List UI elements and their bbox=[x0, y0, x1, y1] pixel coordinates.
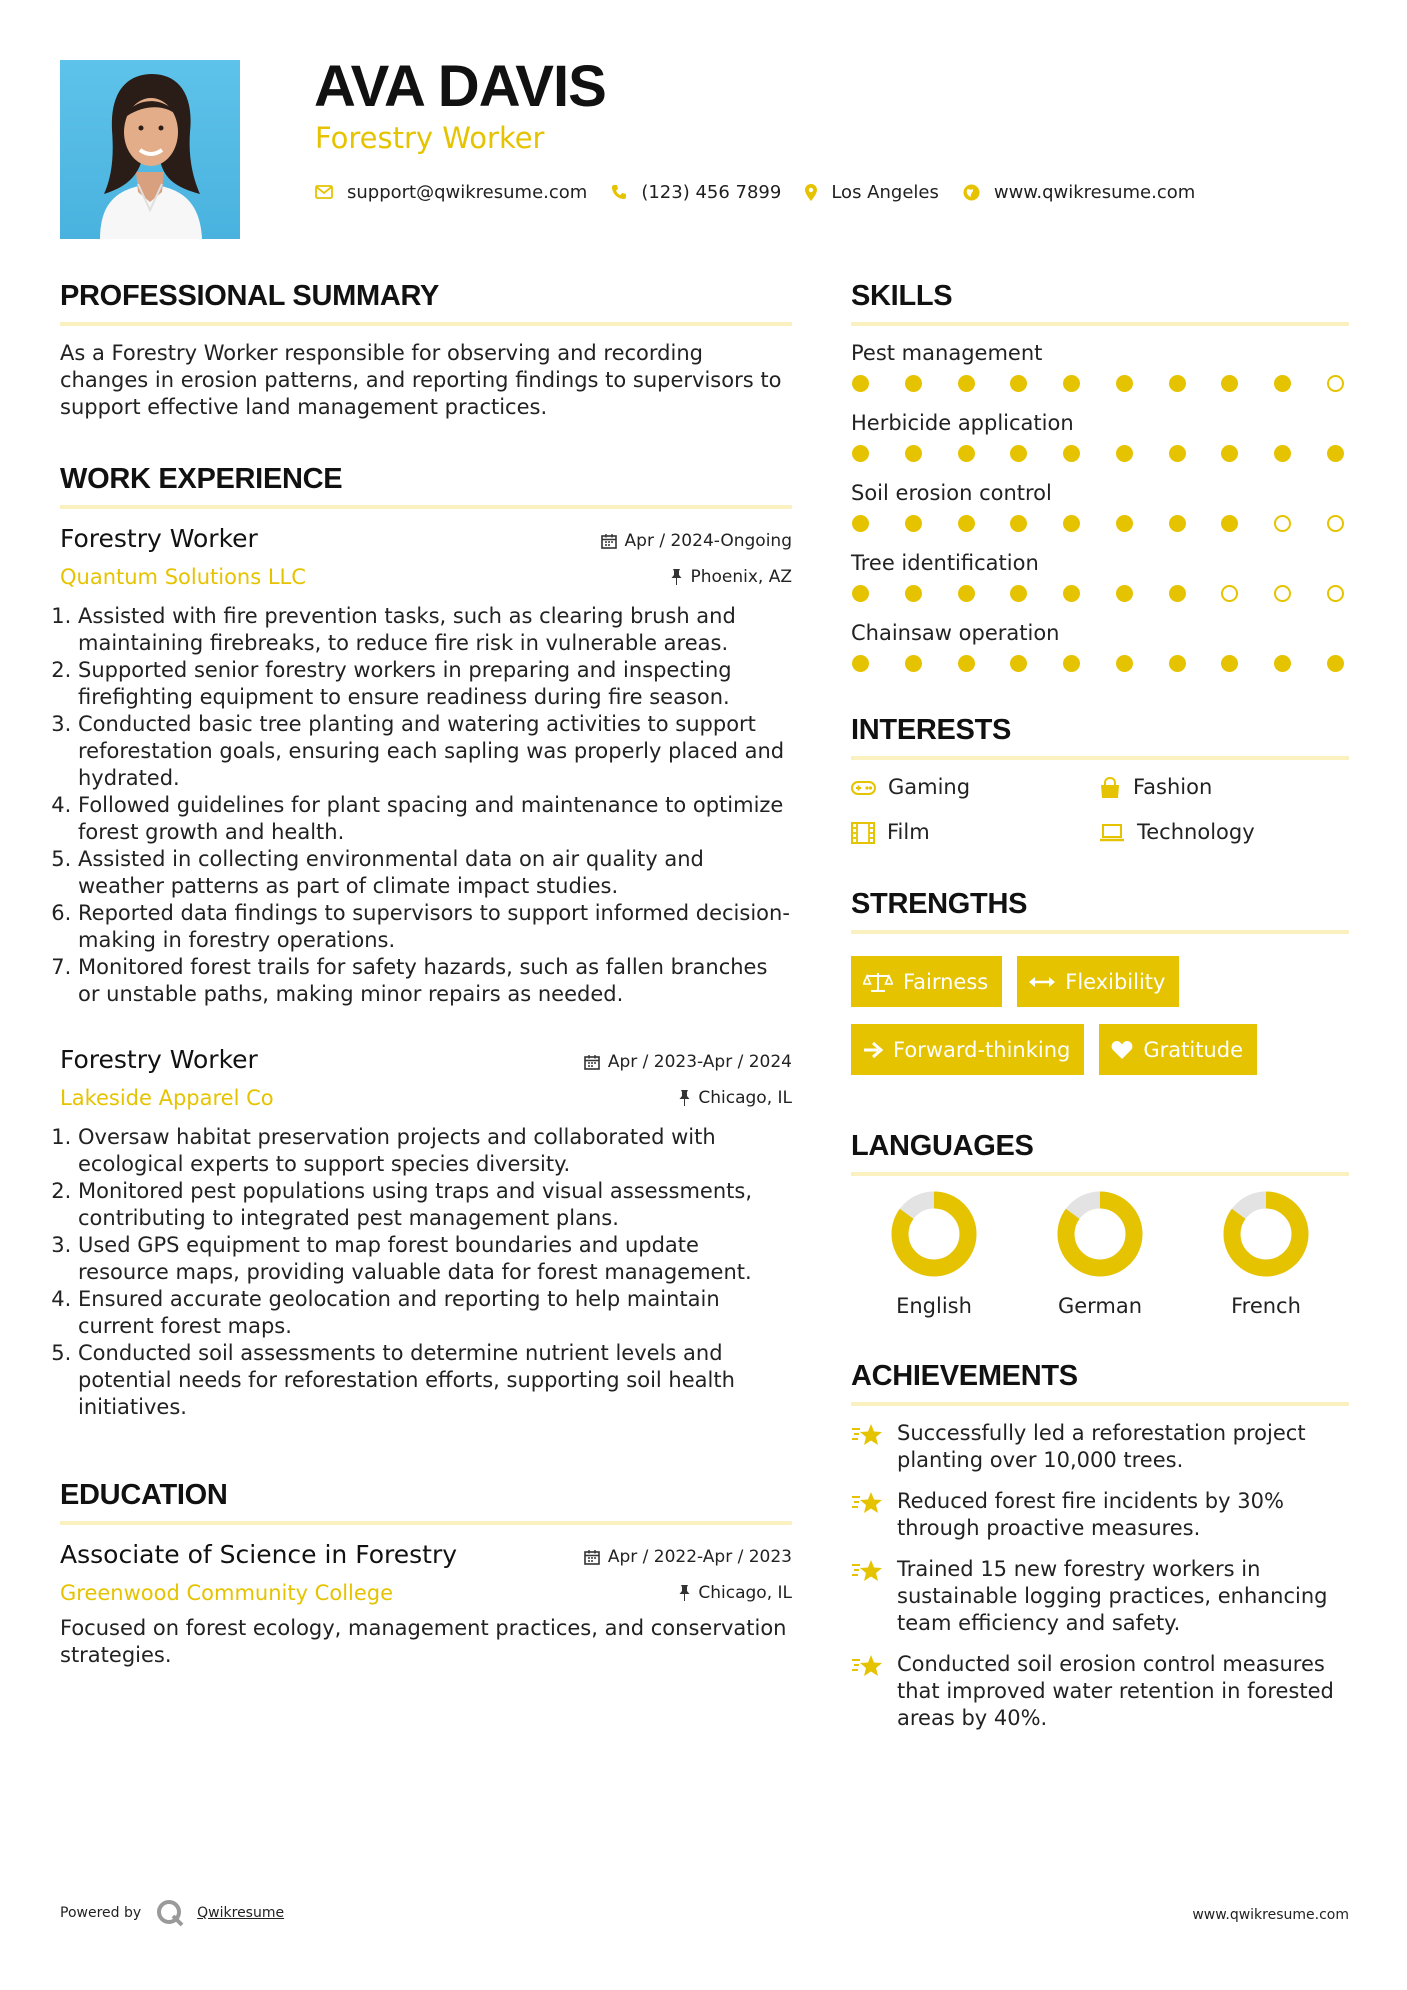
language-item bbox=[851, 1190, 1017, 1318]
achievement-text: Successfully led a reforestation project planting over 10,000 trees. bbox=[897, 1421, 1306, 1472]
shooting-star-icon bbox=[851, 1558, 883, 1584]
candidate-name: AVA DAVIS bbox=[314, 54, 606, 119]
qwikresume-link[interactable]: Qwikresume bbox=[197, 1905, 285, 1921]
achievement-item bbox=[851, 1556, 1349, 1637]
rating-dot-filled bbox=[1010, 445, 1027, 462]
job-date-text: Apr / 2023-Apr / 2024 bbox=[607, 1052, 792, 1072]
experience-heading: WORK EXPERIENCE bbox=[60, 463, 343, 495]
contact-bar bbox=[315, 180, 1219, 204]
gamepad-icon bbox=[851, 781, 876, 795]
section-divider bbox=[60, 322, 792, 326]
skill-name: Herbicide application bbox=[851, 411, 1074, 435]
list-item: 5. Assisted in collecting environmental data on air quality and weather patterns as part of climate impact studies. bbox=[78, 846, 792, 900]
skill-rating bbox=[851, 445, 1344, 462]
strength-label: Gratitude bbox=[1143, 1037, 1243, 1062]
interest-label: Fashion bbox=[1133, 775, 1213, 799]
rating-dot-filled bbox=[958, 585, 975, 602]
skill-item bbox=[851, 620, 1349, 672]
interest-label: Gaming bbox=[888, 775, 971, 799]
education-date-text: Apr / 2022-Apr / 2023 bbox=[607, 1547, 792, 1567]
achievement-text: Conducted soil erosion control measures that improved water retention in forested areas by 40%. bbox=[897, 1652, 1334, 1730]
rating-dot-filled bbox=[1116, 515, 1133, 532]
rating-dot-empty bbox=[1327, 375, 1344, 392]
qwikresume-logo-icon bbox=[155, 1898, 185, 1928]
list-item: 1. Oversaw habitat preservation projects and collaborated with ecological experts to support species diversity. bbox=[78, 1124, 792, 1178]
strength-tag bbox=[851, 956, 1002, 1007]
rating-dot-filled bbox=[1169, 585, 1186, 602]
achievement-item bbox=[851, 1651, 1349, 1732]
skill-item bbox=[851, 550, 1349, 602]
language-name: French bbox=[1231, 1294, 1301, 1318]
job-entry bbox=[60, 1044, 792, 1421]
email-text: support@qwikresume.com bbox=[347, 181, 588, 203]
rating-dot-filled bbox=[1010, 515, 1027, 532]
list-item: 4. Followed guidelines for plant spacing and maintenance to optimize forest growth and health. bbox=[78, 792, 792, 846]
powered-by-label: Powered by bbox=[60, 1905, 142, 1921]
arrows-horizontal-icon bbox=[1029, 976, 1055, 988]
rating-dot-filled bbox=[958, 655, 975, 672]
job-location bbox=[671, 567, 792, 587]
person-portrait-icon bbox=[60, 60, 240, 239]
rating-dot-filled bbox=[1063, 375, 1080, 392]
list-item: 4. Ensured accurate geolocation and reporting to help maintain current forest maps. bbox=[78, 1286, 792, 1340]
interest-item bbox=[851, 819, 1099, 846]
rating-dot-filled bbox=[1116, 585, 1133, 602]
section-divider bbox=[851, 930, 1349, 934]
list-item: 3. Conducted basic tree planting and watering activities to support reforestation goals, ensuring each sapling was properly placed and hydrated. bbox=[78, 711, 792, 792]
skill-rating bbox=[851, 375, 1344, 392]
calendar-icon bbox=[584, 1054, 600, 1070]
degree-title: Associate of Science in Forestry bbox=[60, 1540, 458, 1569]
list-item: 7. Monitored forest trails for safety hazards, such as fallen branches or unstable paths, making minor repairs as needed. bbox=[78, 954, 792, 1008]
pushpin-icon bbox=[671, 569, 682, 585]
list-item: 1. Assisted with fire prevention tasks, such as clearing brush and maintaining firebreaks, to reduce fire risk in vulnerable areas. bbox=[78, 603, 792, 657]
list-item: 3. Used GPS equipment to map forest boundaries and update resource maps, providing valuable data for forest management. bbox=[78, 1232, 792, 1286]
rating-dot-filled bbox=[1169, 655, 1186, 672]
language-name: German bbox=[1057, 1294, 1143, 1318]
section-divider bbox=[851, 1402, 1349, 1406]
rating-dot-filled bbox=[1221, 375, 1238, 392]
achievement-text: Reduced forest fire incidents by 30% through proactive measures. bbox=[897, 1489, 1284, 1540]
location-text: Los Angeles bbox=[831, 181, 939, 203]
rating-dot-filled bbox=[905, 375, 922, 392]
rating-dot-filled bbox=[1063, 585, 1080, 602]
rating-dot-filled bbox=[852, 375, 869, 392]
contact-website[interactable] bbox=[963, 182, 1195, 203]
rating-dot-filled bbox=[905, 585, 922, 602]
rating-dot-empty bbox=[1274, 585, 1291, 602]
interest-item bbox=[1099, 774, 1339, 801]
skill-item bbox=[851, 340, 1349, 392]
shopping-bag-icon bbox=[1099, 777, 1121, 799]
education-section bbox=[60, 1477, 792, 1669]
footer-branding bbox=[60, 1898, 284, 1928]
rating-dot-filled bbox=[905, 515, 922, 532]
left-column bbox=[60, 278, 792, 1669]
right-column bbox=[851, 278, 1349, 1746]
summary-section bbox=[60, 278, 792, 421]
rating-dot-empty bbox=[1327, 515, 1344, 532]
strengths-section bbox=[851, 886, 1349, 1092]
skills-list bbox=[851, 340, 1349, 672]
rating-dot-filled bbox=[852, 585, 869, 602]
job-date-text: Apr / 2024-Ongoing bbox=[624, 531, 792, 551]
achievement-item bbox=[851, 1488, 1349, 1542]
skill-rating bbox=[851, 655, 1344, 672]
rating-dot-filled bbox=[1169, 445, 1186, 462]
language-item bbox=[1017, 1190, 1183, 1318]
list-item: 2. Supported senior forestry workers in preparing and inspecting firefighting equipment to ensure readiness during fire season. bbox=[78, 657, 792, 711]
rating-dot-filled bbox=[1327, 655, 1344, 672]
job-duties-list bbox=[60, 1124, 792, 1421]
strength-label: Forward-thinking bbox=[893, 1037, 1071, 1062]
strength-tag bbox=[851, 1024, 1084, 1075]
job-date bbox=[584, 1052, 792, 1072]
rating-dot-filled bbox=[1010, 585, 1027, 602]
language-proficiency-donut bbox=[1056, 1190, 1144, 1278]
achievements-section bbox=[851, 1358, 1349, 1732]
skill-rating bbox=[851, 585, 1344, 602]
globe-icon bbox=[963, 184, 980, 201]
rating-dot-filled bbox=[852, 515, 869, 532]
skill-name: Pest management bbox=[851, 341, 1043, 365]
pushpin-icon bbox=[679, 1090, 690, 1106]
education-heading: EDUCATION bbox=[60, 1479, 228, 1511]
job-location-text: Chicago, IL bbox=[698, 1088, 792, 1108]
skills-heading: SKILLS bbox=[851, 280, 953, 312]
rating-dot-filled bbox=[1274, 445, 1291, 462]
rating-dot-filled bbox=[1063, 515, 1080, 532]
rating-dot-filled bbox=[1010, 655, 1027, 672]
rating-dot-filled bbox=[905, 445, 922, 462]
company-name: Quantum Solutions LLC bbox=[60, 565, 306, 589]
job-location-text: Phoenix, AZ bbox=[690, 567, 792, 587]
job-entry bbox=[60, 523, 792, 1008]
rating-dot-filled bbox=[1010, 375, 1027, 392]
language-proficiency-donut bbox=[890, 1190, 978, 1278]
rating-dot-filled bbox=[1116, 445, 1133, 462]
skill-item bbox=[851, 480, 1349, 532]
strength-label: Flexibility bbox=[1065, 969, 1166, 994]
achievement-text: Trained 15 new forestry workers in sustainable logging practices, enhancing team efficiency and safety. bbox=[897, 1557, 1328, 1635]
rating-dot-empty bbox=[1327, 585, 1344, 602]
summary-heading: PROFESSIONAL SUMMARY bbox=[60, 280, 440, 312]
rating-dot-empty bbox=[1274, 515, 1291, 532]
list-item: 6. Reported data findings to supervisors to support informed decision-making in forestry operations. bbox=[78, 900, 792, 954]
rating-dot-filled bbox=[1116, 655, 1133, 672]
pushpin-icon bbox=[679, 1585, 690, 1601]
education-date bbox=[584, 1547, 792, 1567]
shooting-star-icon bbox=[851, 1653, 883, 1679]
skills-section bbox=[851, 278, 1349, 672]
calendar-icon bbox=[601, 533, 617, 549]
profile-photo bbox=[60, 60, 240, 239]
rating-dot-filled bbox=[1221, 445, 1238, 462]
skill-item bbox=[851, 410, 1349, 462]
rating-dot-filled bbox=[1169, 375, 1186, 392]
shooting-star-icon bbox=[851, 1490, 883, 1516]
film-icon bbox=[851, 822, 875, 844]
strength-tag bbox=[1017, 956, 1179, 1007]
interest-label: Film bbox=[887, 820, 930, 844]
company-name: Lakeside Apparel Co bbox=[60, 1086, 274, 1110]
rating-dot-filled bbox=[1221, 515, 1238, 532]
interest-label: Technology bbox=[1137, 820, 1255, 844]
interests-heading: INTERESTS bbox=[851, 714, 1012, 746]
summary-text: As a Forestry Worker responsible for observing and recording changes in erosion patterns, and reporting findings to supervisors to support effective land management practices. bbox=[60, 341, 782, 419]
contact-email[interactable] bbox=[315, 182, 587, 203]
envelope-icon bbox=[315, 185, 333, 199]
rating-dot-filled bbox=[1327, 445, 1344, 462]
language-name: English bbox=[896, 1294, 972, 1318]
map-pin-icon bbox=[805, 184, 817, 201]
rating-dot-filled bbox=[1169, 515, 1186, 532]
website-text: www.qwikresume.com bbox=[993, 181, 1196, 203]
list-item: 5. Conducted soil assessments to determine nutrient levels and potential needs for reforestation efforts, supporting soil health initiatives. bbox=[78, 1340, 792, 1421]
calendar-icon bbox=[584, 1549, 600, 1565]
job-duties-list bbox=[60, 603, 792, 1008]
rating-dot-filled bbox=[1274, 375, 1291, 392]
balance-scale-icon bbox=[863, 971, 893, 993]
skill-name: Chainsaw operation bbox=[851, 621, 1060, 645]
interest-item bbox=[1099, 819, 1339, 846]
job-date bbox=[601, 531, 792, 551]
phone-text: (123) 456 7899 bbox=[641, 181, 782, 203]
job-location bbox=[679, 1088, 792, 1108]
skill-name: Tree identification bbox=[851, 551, 1039, 575]
shooting-star-icon bbox=[851, 1422, 883, 1448]
job-title: Forestry Worker bbox=[60, 1045, 258, 1074]
interest-item bbox=[851, 774, 1099, 801]
skill-name: Soil erosion control bbox=[851, 481, 1052, 505]
rating-dot-filled bbox=[905, 655, 922, 672]
language-item bbox=[1183, 1190, 1349, 1318]
laptop-icon bbox=[1099, 824, 1125, 842]
education-location-text: Chicago, IL bbox=[698, 1583, 792, 1603]
education-location bbox=[679, 1583, 792, 1603]
rating-dot-filled bbox=[958, 445, 975, 462]
rating-dot-filled bbox=[852, 445, 869, 462]
interests-section bbox=[851, 712, 1349, 846]
rating-dot-filled bbox=[1274, 655, 1291, 672]
heart-icon bbox=[1111, 1040, 1133, 1060]
section-divider bbox=[851, 756, 1349, 760]
rating-dot-empty bbox=[1221, 585, 1238, 602]
job-title: Forestry Worker bbox=[60, 524, 258, 553]
contact-phone[interactable] bbox=[611, 182, 781, 203]
languages-section bbox=[851, 1128, 1349, 1318]
list-item: 2. Monitored pest populations using traps and visual assessments, contributing to integrated pest management plans. bbox=[78, 1178, 792, 1232]
achievements-heading: ACHIEVEMENTS bbox=[851, 1360, 1078, 1392]
arrow-right-icon bbox=[863, 1041, 883, 1059]
phone-icon bbox=[611, 184, 627, 200]
footer-website[interactable]: www.qwikresume.com bbox=[1192, 1907, 1349, 1923]
skill-rating bbox=[851, 515, 1344, 532]
candidate-title: Forestry Worker bbox=[315, 121, 545, 155]
rating-dot-filled bbox=[1063, 445, 1080, 462]
achievement-item bbox=[851, 1420, 1349, 1474]
experience-section bbox=[60, 461, 792, 1421]
section-divider bbox=[60, 1521, 792, 1525]
education-description: Focused on forest ecology, management practices, and conservation strategies. bbox=[60, 1616, 787, 1667]
rating-dot-filled bbox=[958, 515, 975, 532]
languages-heading: LANGUAGES bbox=[851, 1130, 1034, 1162]
rating-dot-filled bbox=[1063, 655, 1080, 672]
rating-dot-filled bbox=[1116, 375, 1133, 392]
school-name: Greenwood Community College bbox=[60, 1581, 394, 1605]
section-divider bbox=[851, 1172, 1349, 1176]
language-proficiency-donut bbox=[1222, 1190, 1310, 1278]
rating-dot-filled bbox=[958, 375, 975, 392]
strengths-heading: STRENGTHS bbox=[851, 888, 1028, 920]
strength-label: Fairness bbox=[903, 969, 989, 994]
strength-tag bbox=[1099, 1024, 1257, 1075]
rating-dot-filled bbox=[852, 655, 869, 672]
section-divider bbox=[851, 322, 1349, 326]
contact-location bbox=[805, 182, 939, 203]
section-divider bbox=[60, 505, 792, 509]
rating-dot-filled bbox=[1221, 655, 1238, 672]
